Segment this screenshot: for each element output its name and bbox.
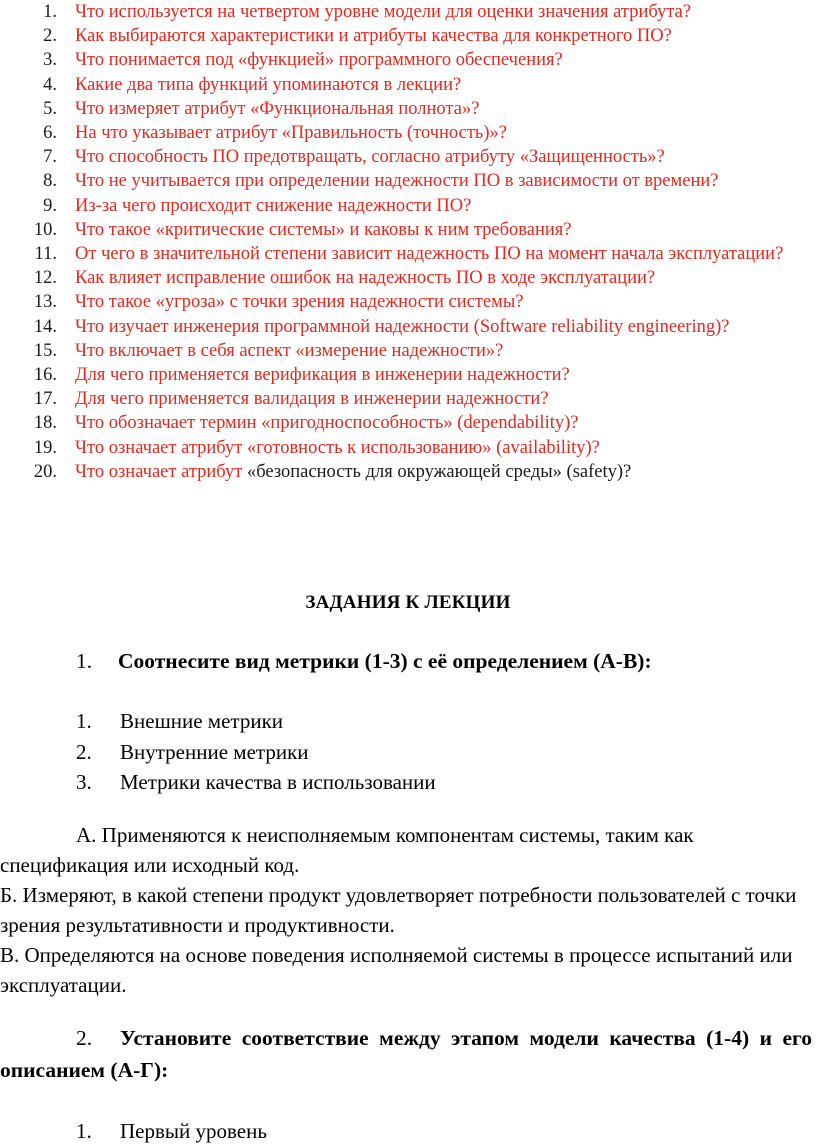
question-item <box>0 0 816 24</box>
option-number: 3. <box>76 770 92 794</box>
question-text: Что понимается под «функцией» программного обеспечения? <box>75 50 563 71</box>
description-b: Б. Измеряют, в какой степени продукт удовлетворяет потребности пользователей с точки зрения результативности и продуктивности. <box>0 883 797 937</box>
option-item <box>0 706 816 737</box>
description-a: А. Применяются к неисполняемым компонентам системы, таким как спецификация или исходный код. <box>0 823 694 877</box>
question-item <box>0 218 816 242</box>
question-number: 9. <box>43 195 57 216</box>
question-text: Что такое «угроза» с точки зрения надежности системы? <box>75 292 524 313</box>
option-number: 2. <box>76 739 92 764</box>
question-number: 8. <box>43 171 57 192</box>
question-item <box>0 97 816 121</box>
question-number: 6. <box>43 123 57 144</box>
question-item <box>0 194 816 218</box>
question-number: 18. <box>33 413 57 434</box>
question-item <box>0 315 816 339</box>
question-text: Что используется на четвертом уровне модели для оценки значения атрибута? <box>75 2 692 22</box>
option-text: Внешние метрики <box>120 709 284 733</box>
task-1-title <box>0 645 812 677</box>
question-text: Как влияет исправление ошибок на надежность ПО в ходе эксплуатации? <box>75 268 656 289</box>
question-number: 15. <box>33 340 57 361</box>
task-1-options <box>0 706 816 798</box>
question-text: Как выбираются характеристики и атрибуты качества для конкретного ПО? <box>75 26 672 47</box>
question-text: Что такое «критические системы» и каковы к ним требования? <box>75 219 572 240</box>
question-text: Что изучает инженерия программной надежности (Software reliability engineering)? <box>75 316 730 337</box>
question-number: 4. <box>43 74 57 95</box>
question-text: На что указывает атрибут «Правильность (точность)»? <box>75 123 507 144</box>
question-text: Что означает атрибут «готовность к использованию» (availability)? <box>75 437 600 458</box>
question-item <box>0 436 816 460</box>
option-number: 1. <box>76 1119 92 1143</box>
question-text: От чего в значительной степени зависит надежность ПО на момент начала эксплуатации? <box>75 244 784 265</box>
question-item <box>0 339 816 363</box>
question-number: 13. <box>33 292 57 313</box>
task-title-text: Установите соответствие между этапом модели качества (1-4) и его описанием (А-Г): <box>0 1026 812 1082</box>
description-c: В. Определяются на основе поведения исполняемой системы в процессе испытаний или эксплуатации. <box>0 943 793 997</box>
question-text-black: «безопасность для окружающей среды» (safety)? <box>242 461 632 482</box>
question-item <box>0 121 816 145</box>
question-text-red: Что означает атрибут <box>75 461 243 482</box>
question-item <box>0 363 816 387</box>
section-heading: ЗАДАНИЯ К ЛЕКЦИИ <box>305 592 511 613</box>
question-text: Что включает в себя аспект «измерение надежности»? <box>75 340 504 361</box>
question-text: Из-за чего происходит снижение надежности ПО? <box>75 195 472 216</box>
question-number: 11. <box>34 244 57 265</box>
question-number: 19. <box>33 437 57 458</box>
question-item <box>0 48 816 72</box>
question-item <box>0 266 816 290</box>
option-text: Внутренние метрики <box>120 739 309 764</box>
question-number: 20. <box>33 461 57 482</box>
option-text: Первый уровень <box>120 1119 267 1143</box>
option-item <box>0 767 816 798</box>
question-number: 3. <box>43 50 57 71</box>
option-text: Метрики качества в использовании <box>120 770 436 794</box>
question-number: 10. <box>33 219 57 240</box>
task-title-text: Соотнесите вид метрики (1-3) с её определением (А-В): <box>118 649 652 673</box>
option-number: 1. <box>76 709 92 733</box>
question-text: Для чего применяется валидация в инженерии надежности? <box>75 389 549 410</box>
question-number: 16. <box>33 365 57 386</box>
task-2-title <box>0 1022 812 1086</box>
question-item <box>0 290 816 314</box>
question-text: Что способность ПО предотвращать, согласно атрибуту «Защищенность»? <box>75 147 665 168</box>
task-1-descriptions <box>0 820 800 1000</box>
question-number: 1. <box>43 2 57 22</box>
question-number: 12. <box>33 268 57 289</box>
question-text: Для чего применяется верификация в инженерии надежности? <box>75 365 570 386</box>
question-item <box>0 73 816 97</box>
task-2-options <box>0 1116 816 1147</box>
questions-list <box>0 0 816 484</box>
question-item <box>0 145 816 169</box>
question-number: 14. <box>33 316 57 337</box>
option-item <box>0 737 816 768</box>
question-item <box>0 24 816 48</box>
question-item <box>0 460 816 484</box>
question-number: 5. <box>43 98 57 119</box>
question-item <box>0 169 816 193</box>
question-number: 2. <box>43 26 57 47</box>
question-number: 17. <box>33 389 57 410</box>
question-text: Какие два типа функций упоминаются в лекции? <box>75 74 462 95</box>
question-item <box>0 411 816 435</box>
question-text: Что не учитывается при определении надежности ПО в зависимости от времени? <box>75 171 719 192</box>
question-text: Что обозначает термин «пригодноспособность» (dependability)? <box>75 413 579 434</box>
task-number: 2. <box>76 1026 93 1050</box>
option-item <box>0 1116 816 1147</box>
question-item <box>0 242 816 266</box>
question-text: Что измеряет атрибут «Функциональная полнота»? <box>75 98 480 119</box>
question-number: 7. <box>43 147 57 168</box>
task-number: 1. <box>76 649 93 673</box>
question-item <box>0 387 816 411</box>
